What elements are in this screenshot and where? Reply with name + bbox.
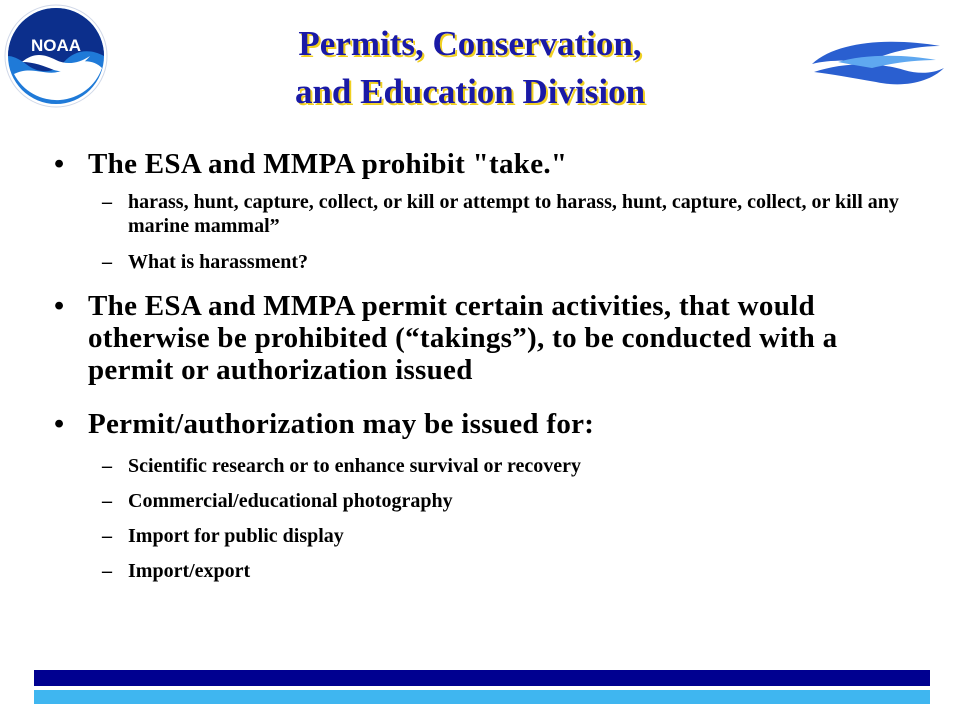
bullet-permitted-activities [48, 290, 908, 386]
dash-glyph: – [102, 490, 112, 512]
sub-bullet-text: Import/export [128, 560, 251, 582]
sub-bullet-harass-definition [48, 190, 908, 238]
bullet-text: The ESA and MMPA permit certain activities, that would otherwise be prohibited (“takings”), to be conducted with a permit or authorization issued [88, 290, 838, 386]
footer-bar-light [34, 690, 930, 704]
sub-bullet-harassment-question [48, 250, 908, 274]
dash-glyph: – [102, 560, 112, 582]
title-line-2: and Education Division [294, 72, 646, 111]
dash-glyph: – [102, 455, 112, 477]
sub-bullet-text: Commercial/educational photography [128, 490, 453, 512]
sub-bullet-text: What is harassment? [128, 251, 309, 273]
dash-glyph: – [102, 191, 112, 213]
sub-bullet-scientific-research [48, 454, 908, 478]
nmfs-fish-logo-icon [808, 38, 948, 94]
footer-bars [34, 670, 930, 710]
sub-bullet-photography [48, 489, 908, 513]
bullet-glyph: • [54, 408, 65, 440]
dash-glyph: – [102, 251, 112, 273]
bullet-glyph: • [54, 290, 65, 322]
bullet-glyph: • [54, 148, 65, 180]
title-line-1: Permits, Conservation, [298, 24, 642, 63]
sub-bullet-text: harass, hunt, capture, collect, or kill or attempt to harass, hunt, capture, collect, or kill any marine mammal” [128, 191, 899, 237]
sub-bullet-import-export [48, 559, 908, 583]
page-title [160, 20, 780, 116]
sub-bullet-public-display [48, 524, 908, 548]
sub-bullet-text: Import for public display [128, 525, 344, 547]
footer-bar-dark [34, 670, 930, 686]
bullet-text: Permit/authorization may be issued for: [88, 408, 595, 440]
bullet-take-prohibition [48, 148, 908, 180]
bullet-text: The ESA and MMPA prohibit "take." [88, 148, 568, 180]
slide-body [48, 148, 908, 583]
bullet-permit-purposes [48, 408, 908, 440]
dash-glyph: – [102, 525, 112, 547]
noaa-logo-icon [4, 4, 108, 108]
noaa-logo-text: NOAA [30, 36, 82, 55]
sub-bullet-text: Scientific research or to enhance survival or recovery [128, 455, 582, 477]
